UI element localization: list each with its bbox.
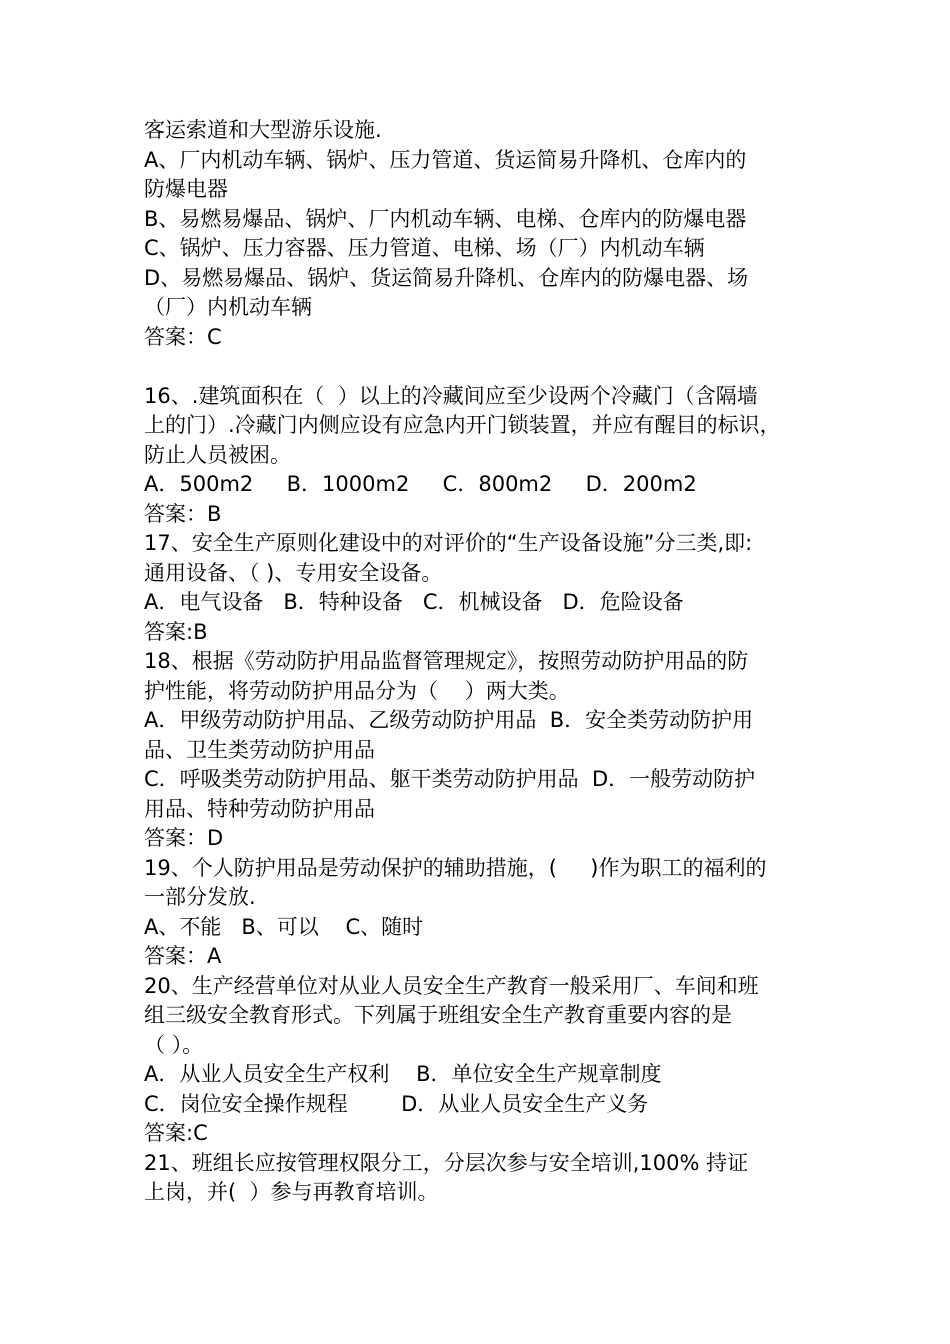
option-line: A、厂内机动车辆、锅炉、压力管道、货运简易升降机、仓库内的 [144, 147, 747, 172]
option-line: A、不能 B、可以 C、随时 [144, 914, 424, 939]
option-line: （厂）内机动车辆 [144, 295, 312, 319]
option-line: D、易燃易爆品、锅炉、货运简易升降机、仓库内的防爆电器、场 [144, 265, 749, 290]
option-line: C、锅炉、压力容器、压力管道、电梯、场（厂）内机动车辆 [144, 236, 705, 260]
option-line: A．从业人员安全生产权利 B．单位安全生产规章制度 [144, 1062, 662, 1086]
question-line: 组三级安全教育形式。下列属于班组安全生产教育重要内容的是 [144, 1003, 732, 1027]
document-page [144, 116, 824, 1208]
question-line: 护性能，将劳动防护用品分为（ ）两大类。 [144, 678, 570, 703]
answer-line: 答案：D [144, 826, 224, 850]
text-line: 客运索道和大型游乐设施. [144, 118, 382, 142]
answer-line: 答案：C [144, 324, 222, 349]
question-line: 防止人员被困。 [144, 442, 291, 467]
question-line: 上的门）.冷藏门内侧应设有应急内开门锁装置，并应有醒目的标识， [144, 413, 781, 437]
option-line: 用品、特种劳动防护用品 [144, 796, 375, 821]
option-line: 防爆电器 [144, 177, 228, 201]
question-line: 一部分发放. [144, 885, 256, 909]
answer-line: 答案:B [144, 619, 208, 644]
question-line: 20、生产经营单位对从业人员安全生产教育一般采用厂、车间和班 [144, 973, 759, 998]
question-line: 18、根据《劳动防护用品监督管理规定》，按照劳动防护用品的防 [144, 649, 749, 673]
question-line: 16、.建筑面积在（ ）以上的冷藏间应至少设两个冷藏门（含隔墙 [144, 383, 758, 408]
option-line: B、易燃易爆品、锅炉、厂内机动车辆、电梯、仓库内的防爆电器 [144, 206, 747, 231]
question-line: 21、班组长应按管理权限分工，分层次参与安全培训,100% 持证 [144, 1150, 749, 1175]
option-line: 品、卫生类劳动防护用品 [144, 737, 375, 762]
answer-line: 答案:C [144, 1121, 208, 1145]
option-line: A．500m2 B．1000m2 C．800m2 D．200m2 [144, 472, 697, 496]
answer-line: 答案：B [144, 501, 222, 526]
answer-line: 答案：A [144, 944, 222, 968]
question-line: （ ）。 [144, 1032, 204, 1057]
option-line: C．呼吸类劳动防护用品、躯干类劳动防护用品 D．一般劳动防护 [144, 767, 756, 791]
question-line: 19、个人防护用品是劳动保护的辅助措施，( )作为职工的福利的 [144, 855, 767, 880]
option-line: A．甲级劳动防护用品、乙级劳动防护用品 B．安全类劳动防护用 [144, 708, 754, 732]
blank-line [144, 352, 824, 382]
option-line: A．电气设备 B．特种设备 C．机械设备 D．危险设备 [144, 590, 684, 614]
option-line: C．岗位安全操作规程 D．从业人员安全生产义务 [144, 1091, 649, 1116]
question-line: 通用设备、（ )、专用安全设备。 [144, 560, 443, 585]
question-line: 上岗，并( ）参与再教育培训。 [144, 1180, 439, 1204]
question-line: 17、安全生产原则化建设中的对评价的“生产设备设施”分三类,即: [144, 531, 753, 555]
